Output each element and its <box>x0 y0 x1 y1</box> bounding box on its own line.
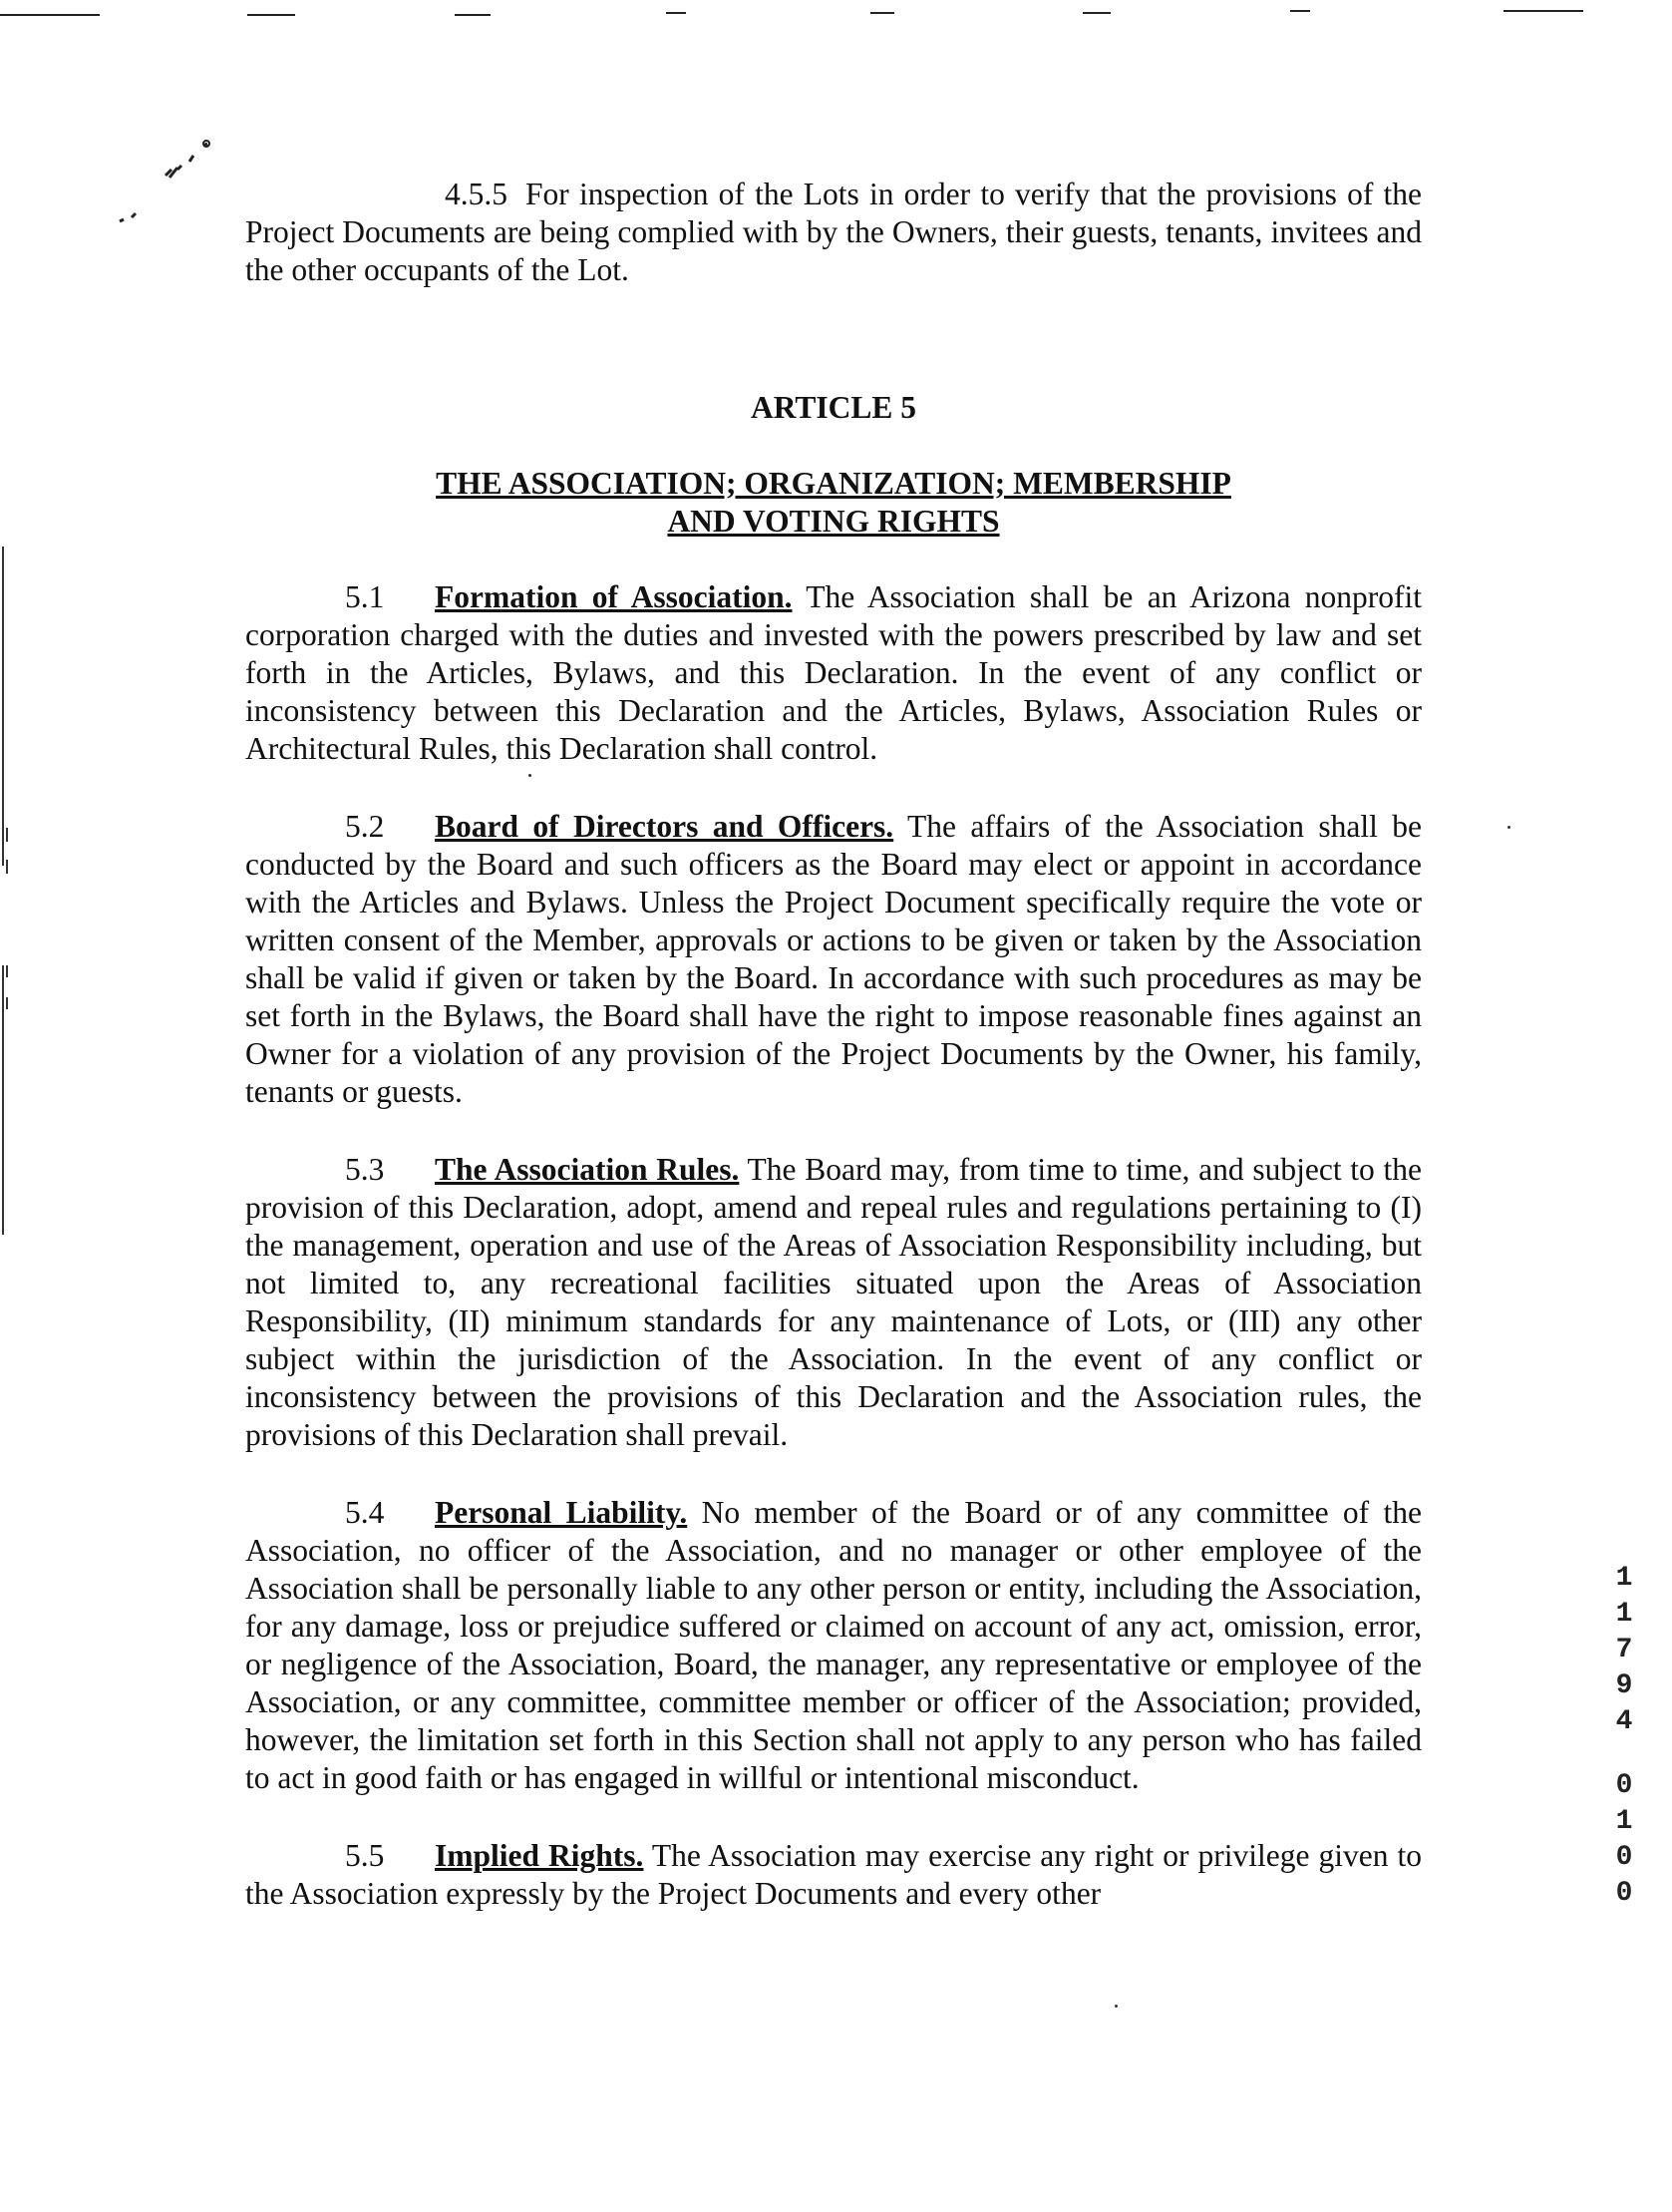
scan-edge-mark <box>1083 12 1111 14</box>
handwritten-mark-icon <box>108 138 217 237</box>
binding-mark <box>6 860 8 874</box>
stamp-digit: 7 <box>1615 1635 1633 1665</box>
article-title-line-1: THE ASSOCIATION; ORGANIZATION; MEMBERSHIP <box>436 466 1231 501</box>
binding-mark <box>2 547 4 866</box>
stamp-digit: 0 <box>1615 1878 1633 1909</box>
section-number: 5.5 <box>345 1838 385 1873</box>
section-text: The Association shall be an Arizona nonprofit corporation charged with the duties and invested with the powers prescribed by law and set forth in the Articles, Bylaws, and this Declaration. In the event of any conflict or inconsistency between this Declaration and the Articles, Bylaws, Association Rules or Architectural Rules, this Declaration shall control. <box>245 579 1423 766</box>
stamp-digit: 1 <box>1615 1599 1633 1630</box>
section-5-5 <box>245 1837 1422 1913</box>
paragraph-4-5-5 <box>245 176 1422 289</box>
section-number: 5.2 <box>345 809 385 844</box>
scan-edge-mark <box>247 14 295 16</box>
stamp-digit: 1 <box>1615 1563 1633 1594</box>
section-heading: Implied Rights. <box>435 1838 644 1873</box>
stamp-digit: 1 <box>1615 1806 1633 1837</box>
scan-edge-mark <box>0 14 100 16</box>
section-text: The Board may, from time to time, and subject to the provision of this Declaration, adopt, amend and repeal rules and regulations pertaining to (I) the management, operation and use of the Areas of Association Responsibility including, but not limited to, any recreational facilities situated upon the Areas of Association Responsibility, (II) minimum standards for any maintenance of Lots, or (III) any other subject within the jurisdiction of the Association. In the event of any conflict or inconsistency between the provisions of this Declaration and the Association rules, the provisions of this Declaration shall prevail. <box>245 1152 1422 1452</box>
scan-edge-mark <box>455 14 491 16</box>
section-heading: Formation of Association. <box>435 579 793 614</box>
speck <box>1115 2005 1118 2008</box>
section-text: No member of the Board or of any committee of the Association, no officer of the Association, and no manager or other employee of the Association shall be personally liable to any other person or entity, including the Association, for any damage, loss or prejudice suffered or claimed on account of any act, omission, error, or negligence of the Association, Board, the manager, any representative or employee of the Association, or any committee, committee member or officer of the Association; provided, however, the limitation set forth in this Section shall not apply to any person who has failed to act in good faith or has engaged in willful or intentional misconduct. <box>245 1495 1422 1795</box>
stamp-digit: 0 <box>1615 1770 1633 1801</box>
article-label: ARTICLE 5 <box>750 390 917 425</box>
section-number: 5.4 <box>345 1495 385 1530</box>
scan-edge-mark <box>666 12 686 14</box>
binding-mark <box>6 828 8 842</box>
section-text: The Association may exercise any right or privilege given to the Association expressly by the Project Documents and every other <box>245 1838 1423 1911</box>
speck <box>1507 826 1510 829</box>
binding-mark <box>6 997 8 1009</box>
paragraph-number: 4.5.5 <box>445 177 507 211</box>
section-5-4 <box>245 1494 1422 1797</box>
stamp-digit: 4 <box>1615 1706 1633 1737</box>
document-page <box>245 176 1422 1913</box>
section-heading: The Association Rules. <box>435 1152 740 1187</box>
stamp-digit: 9 <box>1615 1670 1633 1701</box>
binding-mark <box>6 965 8 977</box>
section-5-1 <box>245 578 1422 768</box>
section-5-3 <box>245 1151 1422 1454</box>
section-text: The affairs of the Association shall be conducted by the Board and such officers as the Board may elect or appoint in accordance with the Articles and Bylaws. Unless the Project Document specifically require the vote or written consent of the Member, approvals or actions to be given or taken by the Association shall be valid if given or taken by the Board. In accordance with such procedures as may be set forth in the Bylaws, the Board shall have the right to impose reasonable fines against an Owner for a violation of any provision of the Project Documents by the Owner, his family, tenants or guests. <box>245 809 1423 1109</box>
section-heading: Personal Liability. <box>435 1495 688 1530</box>
scan-edge-mark <box>1290 10 1310 12</box>
section-heading: Board of Directors and Officers. <box>435 809 894 844</box>
binding-mark <box>2 965 4 1235</box>
section-number: 5.1 <box>345 579 385 614</box>
section-number: 5.3 <box>345 1152 385 1187</box>
scan-edge-mark <box>1504 10 1583 12</box>
scan-edge-mark <box>870 12 894 14</box>
article-title-line-2: AND VOTING RIGHTS <box>667 504 1000 539</box>
stamp-digit: 0 <box>1615 1842 1633 1873</box>
paragraph-text: For inspection of the Lots in order to verify that the provisions of the Project Documents are being complied with by the Owners, their guests, tenants, invitees and the other occupants of the Lot. <box>245 177 1422 287</box>
section-5-2 <box>245 808 1422 1111</box>
